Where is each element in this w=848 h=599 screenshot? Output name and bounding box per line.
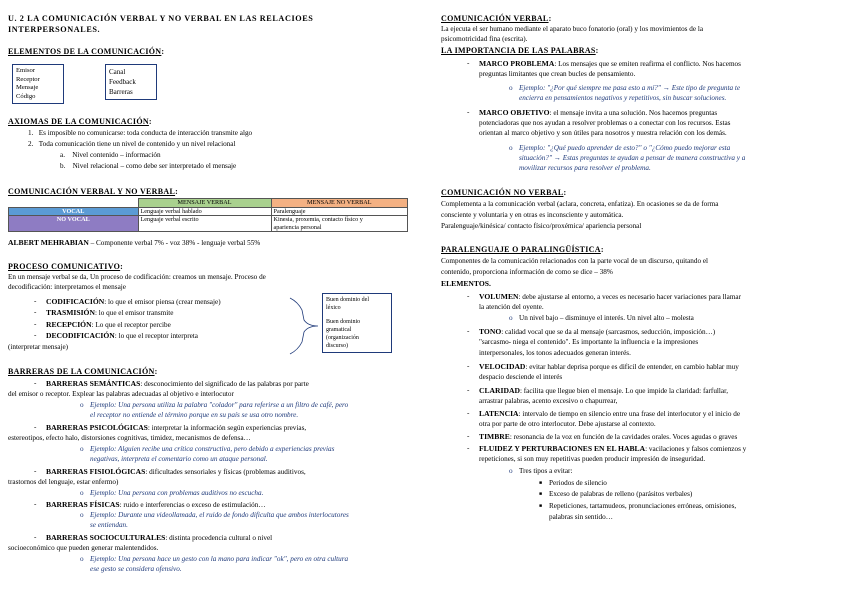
cv-table-cell: Paralenguaje xyxy=(271,207,408,216)
barrera-sociocultural-cont: socioeconómico que pueden generar malentendidos. xyxy=(8,544,159,552)
cv-table-header-mv: MENSAJE VERBAL xyxy=(138,199,271,208)
timbre-item: - TIMBRE: resonancia de la voz en función de la cavidades orales. Voces agudas o graves xyxy=(479,432,737,442)
trasmision-item: - TRASMISIÓN: lo que el emisor transmite xyxy=(46,308,173,318)
page-title-line2: INTERPERSONALES. xyxy=(8,25,101,34)
cnv-text-1: Complementa a la comunicación verbal (aclara, concreta, enfatiza). En ocasiones se da de forma xyxy=(441,200,719,208)
marco-objetivo-cont: potenciadoras que nos ayudan a resolver problemas o a conectar con los recursos. Estas xyxy=(479,119,731,127)
marco-objetivo-cont2: orientan al marco objetivo y son útiles para nosotros y nuestra relación con los demás. xyxy=(479,129,727,137)
cv-table-header-mnv: MENSAJE NO VERBAL xyxy=(271,199,408,208)
barrera-semantica-example-cont: el receptor no entiende el término porque en su país se usa otro nombre. xyxy=(90,411,299,419)
cnv-text-2: consciente y voluntaria y en otras es inconsciente y automática. xyxy=(441,211,624,219)
barrera-semantica: - BARRERAS SEMÁNTICAS: desconocimiento del significado de las palabras por parte xyxy=(46,379,309,389)
cv-text-2: psicomotricidad fina (escrita). xyxy=(441,35,528,43)
paralenguaje-heading: PARALENGUAJE O PARALINGÜÍSTICA: xyxy=(441,245,604,254)
codificacion-item: - CODIFICACIÓN: lo que el emisor piensa (crear mensaje) xyxy=(46,297,221,307)
marco-problema-cont: preguntas limitantes que crean bucles de pensamiento. xyxy=(479,70,636,78)
box-item: Mensaje xyxy=(16,84,39,91)
fluidez-item: - FLUIDEZ Y PERTURBACIONES EN EL HABLA: vacilaciones y falsos comienzos y xyxy=(479,444,746,454)
proceso-heading: PROCESO COMUNICATIVO: xyxy=(8,262,124,271)
cv-table xyxy=(8,198,408,232)
barreras-heading: BARRERAS DE LA COMUNICACIÓN: xyxy=(8,367,158,376)
barrera-fisica: - BARRERAS FÍSICAS: ruido e interferencias o exceso de estimulación… xyxy=(46,500,266,510)
barrera-sociocultural-example-cont: ese gesto se considera ofensivo. xyxy=(90,565,182,573)
axiomas-heading: AXIOMAS DE LA COMUNICACIÓN: xyxy=(8,117,152,126)
marco-objetivo-example-cont: situación?" → Estas preguntas te ayudan a pensar de manera constructiva y a xyxy=(519,154,746,162)
decodificacion-item-cont: (interpretar mensaje) xyxy=(8,343,69,351)
cnv-text-3: Paralenguaje/kinésica/ contacto físico/proxémica/ apariencia personal xyxy=(441,222,642,230)
cv-heading: COMUNICACIÓN VERBAL: xyxy=(441,14,552,23)
axioma-1: 1. Es imposible no comunicarse: toda conducta de interacción transmite algo xyxy=(28,129,253,137)
axioma-2: 2. Toda comunicación tiene un nivel de contenido y un nivel relacional xyxy=(28,140,236,148)
page-title: U. 2 LA COMUNICACIÓN VERBAL Y NO VERBAL EN LAS RELACIOES xyxy=(8,14,314,23)
brace-connector xyxy=(288,296,320,356)
fluidez-list-item: ■ Exceso de palabras de relleno (parásitos verbales) xyxy=(549,490,692,499)
importancia-heading: LA IMPORTANCIA DE LAS PALABRAS: xyxy=(441,46,599,55)
marco-problema-example-cont: encierra en pensamientos negativos y repetitivos, sin buscar soluciones. xyxy=(519,94,727,102)
cv-table-cell: Lenguaje verbal escrito xyxy=(138,216,271,232)
proceso-text-1: En un mensaje verbal se da, Un proceso de codificación: creamos un mensaje. Proceso de xyxy=(8,273,266,281)
cnv-heading: COMUNICACIÓN NO VERBAL: xyxy=(441,188,567,197)
fluidez-list-item: ■ Periodos de silencio xyxy=(549,479,607,488)
barrera-semantica-cont: del emisor o receptor. Explear las palabras adecuadas al objetivo e interlocutor xyxy=(8,390,234,398)
box-item: Feedback xyxy=(109,78,136,86)
cv-text-1: La ejecuta el ser humano mediante el aparato buco fonatorio (oral) y los movimientos de la xyxy=(441,25,704,33)
fluidez-item-cont: repeticiones, si son muy repetitivas pueden producir impresión de inseguridad. xyxy=(479,455,706,463)
barrera-fisiologica-cont: trastornos del lenguaje, estar enfermo) xyxy=(8,478,119,486)
cv-table-row-vocal: VOCAL xyxy=(9,207,139,216)
cv-table-cell: Kinesia, proxemia, contacto físico y apariencia personal xyxy=(271,216,408,232)
barrera-sociocultural: - BARRERAS SOCIOCULTURALES: distinta procedencia cultural o nivel xyxy=(46,533,272,543)
barrera-sociocultural-example: o Ejemplo: Una persona hace un gesto con la mano para indicar "ok", pero en otra cultura xyxy=(90,555,348,564)
claridad-item-cont: arrastrar palabras, acento excesivo o chapurrear, xyxy=(479,397,618,405)
claridad-item: - CLARIDAD: facilita que llegue bien el mensaje. Lo que impide la claridad: farfullar, xyxy=(479,386,728,396)
barrera-fisica-example-cont: se entiendan. xyxy=(90,521,128,529)
box-item: Barreras xyxy=(109,88,133,96)
barrera-psicologica: - BARRERAS PSICOLÓGICAS: interpretar la información según experiencias previas, xyxy=(46,423,306,433)
mehrabian: ALBERT MEHRABIAN – Componente verbal 7% - voz 38% - lenguaje verbal 55% xyxy=(8,238,261,247)
cv-table-cell: Lenguaje verbal hablado xyxy=(138,207,271,216)
elements-box-2 xyxy=(105,64,157,100)
cv-table-row-novocal: NO VOCAL xyxy=(9,216,139,232)
marco-objetivo-example-cont2: movilizar recursos para resolver el problema. xyxy=(519,164,651,172)
velocidad-item-cont: despacio desciende el interés xyxy=(479,373,563,381)
marco-problema-example: o Ejemplo: "¿Por qué siempre me pasa esto a mí?" → Este tipo de pregunta te xyxy=(519,84,740,93)
box-item: Canal xyxy=(109,68,126,76)
volumen-sub: o Un nivel bajo – disminuye el interés. Un nivel alto – molesta xyxy=(519,314,694,323)
marco-problema: - MARCO PROBLEMA: Los mensajes que se emiten reafirma el conflicto. Nos hacemos xyxy=(479,59,741,69)
elementos-label: ELEMENTOS. xyxy=(441,279,491,288)
fluidez-list-item: ■ Repeticiones, tartamudeos, pronunciaciones erróneas, omisiones, xyxy=(549,502,736,511)
marco-objetivo-example: o Ejemplo: "¿Qué puedo aprender de esto?" o "¿Cómo puedo mejorar esta xyxy=(519,144,730,153)
barrera-psicologica-example: o Ejemplo: Alguien recibe una crítica constructiva, pero debido a experiencias previas xyxy=(90,445,334,454)
decodificacion-item: - DECODIFICACIÓN: lo que el receptor interpreta xyxy=(46,331,198,341)
cvnv-heading: COMUNICACIÓN VERBAL Y NO VERBAL: xyxy=(8,187,179,196)
barrera-fisiologica-example: o Ejemplo: Una persona con problemas auditivos no escucha. xyxy=(90,489,263,498)
elements-box-1 xyxy=(12,64,64,104)
latencia-item: - LATENCIA: intervalo de tiempo en silencio entre una frase del interlocutor y el inicio de xyxy=(479,409,740,419)
paralenguaje-text-2: contenido, proporciona información de como se dice – 38% xyxy=(441,268,613,276)
barrera-fisica-example: o Ejemplo: Durante una videollamada, el ruido de fondo dificulta que ambos interlocutores xyxy=(90,511,349,520)
volumen-item: - VOLUMEN: debe ajustarse al entorno, a veces es necesario hacer variaciones para llamar xyxy=(479,292,741,302)
latencia-item-cont: otra por parte de otro interlocutor. Debe ajustarse al contexto. xyxy=(479,420,656,428)
tono-item-cont2: interpersonales, los tonos adecuados generan interés. xyxy=(479,349,631,357)
barrera-semantica-example: o Ejemplo: Una persona utiliza la palabra "colador" para referirse a un filtro de café, pero xyxy=(90,401,348,410)
fluidez-list-item-cont: palabras sin sentido… xyxy=(549,513,613,521)
velocidad-item: - VELOCIDAD: evitar hablar deprisa porque es difícil de entender, en cambio hablar muy xyxy=(479,362,739,372)
box-item: Código xyxy=(16,92,36,100)
barrera-psicologica-example-cont: negativas, interpreta el comentario como un ataque personal. xyxy=(90,455,268,463)
axioma-2a: a. Nivel contenido – información xyxy=(60,151,161,159)
paralenguaje-text-1: Componentes de la comunicación relacionados con la parte vocal de un discurso, quitando el xyxy=(441,257,709,265)
box-item: Emisor xyxy=(16,67,36,74)
barrera-psicologica-cont: estereotipos, efecto halo, distorsiones cognitivas, timidez, mecanismos de defensa… xyxy=(8,434,251,442)
box-item: Receptor xyxy=(16,75,40,83)
dominio-box: Buen dominio del léxico Buen dominio gramatical (organización discurso) xyxy=(322,293,392,353)
tono-item-cont: "sarcasmo- niega el contenido". Es importante la influencia e la impresiones xyxy=(479,338,699,346)
tono-item: - TONO: calidad vocal que se da al mensaje (sarcasmos, seducción, imposición…) xyxy=(479,327,715,337)
axioma-2b: b. Nivel relacional – como debe ser interpretado el mensaje xyxy=(60,162,237,170)
marco-objetivo: - MARCO OBJETIVO: el mensaje invita a una solución. Nos hacemos preguntas xyxy=(479,108,717,118)
elementos-heading: ELEMENTOS DE LA COMUNICACIÓN: xyxy=(8,47,165,56)
fluidez-sub: o Tres tipos a evitar: xyxy=(519,467,572,476)
proceso-text-2: decodificación: interpretamos el mensaje xyxy=(8,283,126,291)
volumen-item-cont: la atención del oyente. xyxy=(479,303,544,311)
recepcion-item: - RECEPCIÓN: Lo que el receptor percibe xyxy=(46,320,171,330)
barrera-fisiologica: - BARRERAS FISIOLÓGICAS: dificultades sensoriales y físicas (problemas auditivos, xyxy=(46,467,306,477)
